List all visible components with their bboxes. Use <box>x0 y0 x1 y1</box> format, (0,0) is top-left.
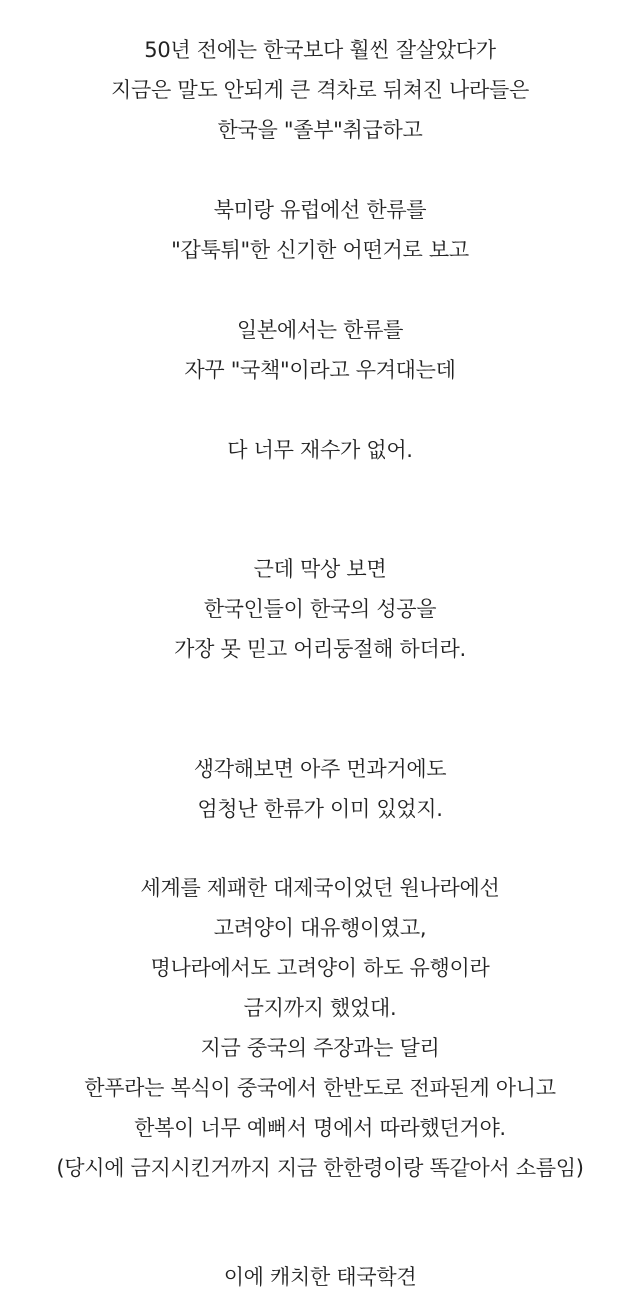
text-line: 50년 전에는 한국보다 훨씬 잘살았다가 <box>144 38 496 62</box>
text-line: 일본에서는 한류를 <box>236 318 404 342</box>
text-line: 금지까지 했었대. <box>243 996 397 1020</box>
text-line: "갑툭튀"한 신기한 어떤거로 보고 <box>171 238 469 262</box>
text-line: 엄청난 한류가 이미 있었지. <box>197 797 443 821</box>
text-line: 지금은 말도 안되게 큰 격차로 뒤쳐진 나라들은 <box>111 78 529 102</box>
text-line: 근데 막상 보면 <box>253 557 387 581</box>
text-line: 북미랑 유럽에선 한류를 <box>213 198 427 222</box>
text-line: 한국을 "졸부"취급하고 <box>217 118 423 142</box>
text-line: 자꾸 "국책"이라고 우겨대는데 <box>184 358 456 382</box>
text-line: 생각해보면 아주 먼과거에도 <box>193 757 447 781</box>
text-line: 한복이 너무 예뻐서 명에서 따라했던거야. <box>134 1116 506 1140</box>
text-line: 이에 캐치한 태국학견 <box>223 1265 417 1289</box>
text-line: 한국인들이 한국의 성공을 <box>203 597 437 621</box>
text-line: 가장 못 믿고 어리둥절해 하더라. <box>174 637 466 661</box>
text-line: 세계를 제패한 대제국이었던 원나라에선 <box>140 876 500 900</box>
text-line: 고려양이 대유행이였고, <box>213 916 427 940</box>
text-line: 다 너무 재수가 없어. <box>227 438 413 462</box>
text-line: 지금 중국의 주장과는 달리 <box>200 1036 440 1060</box>
text-line: 한푸라는 복식이 중국에서 한반도로 전파된게 아니고 <box>84 1076 556 1100</box>
text-line: 명나라에서도 고려양이 하도 유행이라 <box>150 956 490 980</box>
text-line: (당시에 금지시킨거까지 지금 한한령이랑 똑같아서 소름임) <box>56 1156 584 1180</box>
